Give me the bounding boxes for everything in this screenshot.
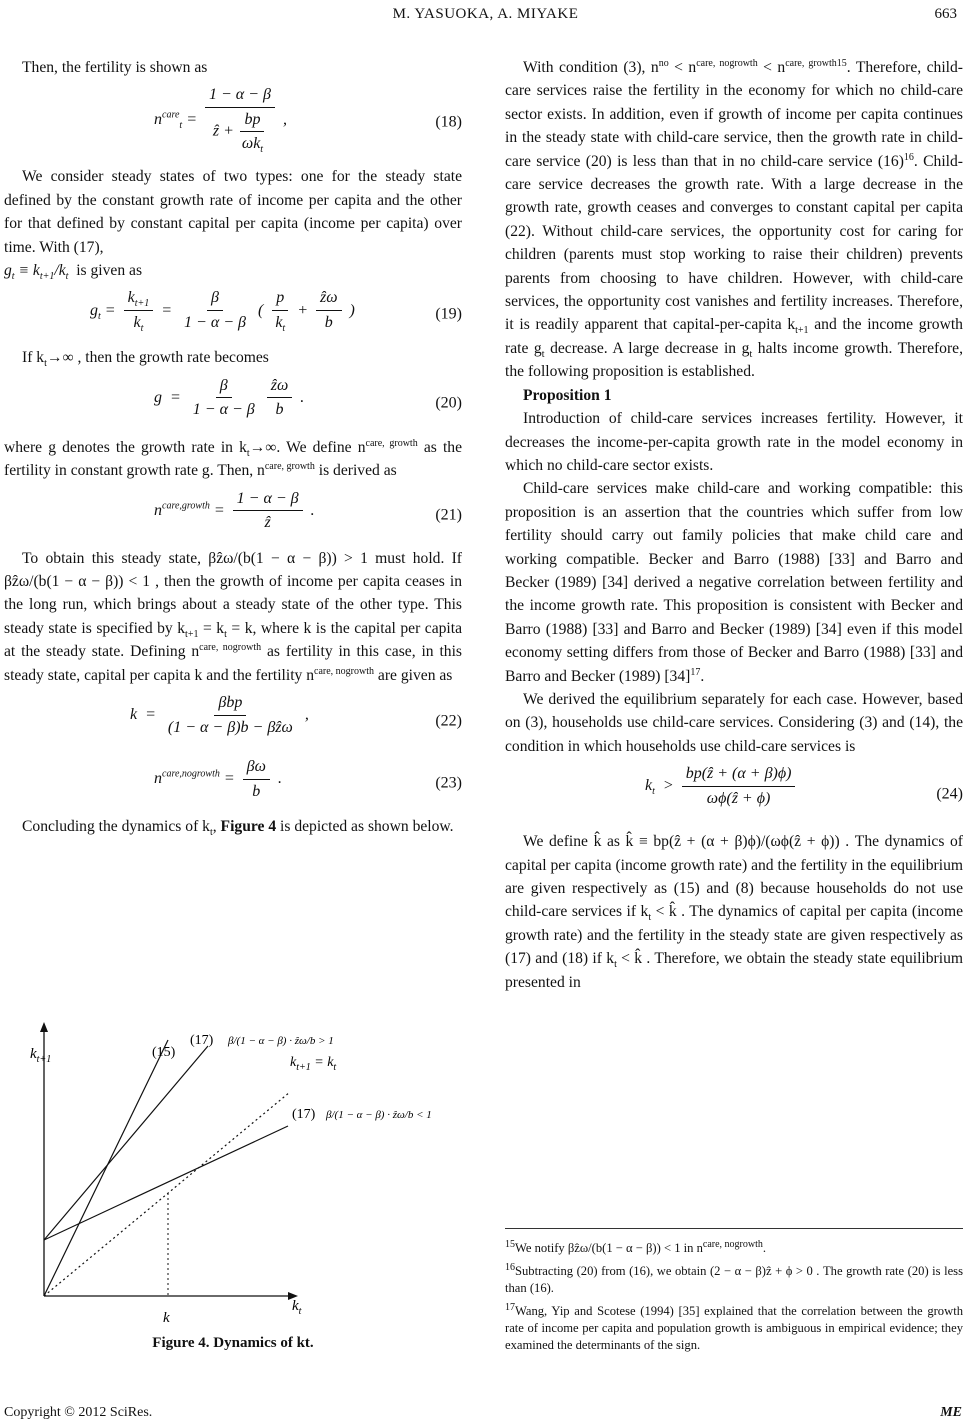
equation-number: (21) <box>435 505 462 523</box>
footnotes <box>505 1240 963 1360</box>
equation-number: (23) <box>435 774 462 792</box>
right-column <box>505 56 963 994</box>
y-axis-label: $k_{t+1}$ <box>30 1046 52 1065</box>
figure-caption: Figure 4. Dynamics of kt. <box>152 1335 314 1351</box>
equation-number: (24) <box>936 785 963 803</box>
proposition-title: Proposition 1 <box>523 386 612 404</box>
footnote-15: $^{15}$We notify βẑω/(b(1 − α − β)) < 1 in $n^{care, nogrowth}$. <box>505 1238 767 1255</box>
paragraph: $g_t \equiv k_{t+1}/k_t$ is given as <box>4 262 143 283</box>
k-label: k <box>163 1310 170 1326</box>
paragraph: Child-care services make child-care and working compatible: this proposition is an assertion that the countries which suffer from low fertility should carry out family policies that make child care and working compatible. Becker and Barro (1988) [33] and Barro and Becker (1989) [34] derived a negative correlation between fertility and the income growth rate. This proposition is consistent with Becker and Barro (1988) [33] and Barro and Becker (1989) [34] even if this model economy setting differs from those of Becker and Barro (1988) [33] and Barro and Becker (1989) $[34]^{17}$. <box>505 480 963 685</box>
figure-4-diagram <box>20 1008 440 1328</box>
equation-19: $g_t$ = $\frac{k_{t+1}}{k_t}$ = $\frac{\beta}{1 - \alpha - \beta}$ ( $\frac{p}{k_t}$ + $\frac{\text{ẑω}}{b}$ ) (19) <box>4 286 462 342</box>
y-axis-arrow <box>40 1022 48 1032</box>
paragraph: We derived the equilibrium separately for each case. However, based on (3), households use child-care services. Considering (3) and (14), the condition in which households use child-care services is <box>505 690 963 755</box>
equation-number: (20) <box>435 394 462 412</box>
footnote-17: $^{17}$Wang, Yip and Scotese (1994) [35] explained that the correlation between the growth rate of income per capita and population growth is ambiguous in empirical evidence; they examined the determinants of the sign. <box>505 1301 963 1352</box>
paragraph: We consider steady states of two types: one for the steady state defined by the constant growth rate of income per capita and the other for that defined by constant capital per capita (income per capita) over time. With (17), <box>4 168 462 256</box>
equation-number: (22) <box>435 712 462 730</box>
paragraph: Then, the fertility is shown as <box>22 59 208 76</box>
line-17-upper-label: (17) <box>190 1033 214 1048</box>
line-17-upper-condition: β/(1 − α − β) · ẑω/b > 1 <box>228 1035 334 1047</box>
line-17-lower <box>44 1126 288 1240</box>
equation-number: (19) <box>435 305 462 323</box>
equation-20: g = $\frac{\beta}{1 - \alpha - \beta}$ $\frac{\text{ẑω}}{b}$ . (20) <box>4 374 462 432</box>
line-17-upper <box>44 1046 208 1240</box>
paragraph: Concluding the dynamics of $k_t$, Figure 4 is depicted as shown below. <box>22 818 454 839</box>
paragraph: where g denotes the growth rate in $k_t\to\infty$. We define $n^{care, growth}$ as the fertility in constant growth rate g. Then, $n^{care, growth}$ is derived as <box>4 437 462 480</box>
page-number: 663 <box>934 6 957 22</box>
journal-abbrev: ME <box>940 1405 962 1420</box>
footnote-divider <box>505 1228 963 1229</box>
line-15-label: (15) <box>152 1045 176 1060</box>
left-column <box>4 56 462 839</box>
running-title: M. YASUOKA, A. MIYAKE <box>392 6 579 22</box>
equation-22: k = $\frac{\text{βbp}}{\text{(1 − α − β)b − βẑω}}$ , (22) <box>4 691 462 751</box>
equation-23: $n^{care,nogrowth}$ = $\frac{\beta\omega}{b}$ . (23) <box>4 755 462 811</box>
copyright: Copyright © 2012 SciRes. <box>4 1405 153 1420</box>
equation-21: $n^{care,growth}$ = $\frac{1 - \alpha - \beta}{\text{ẑ}}$ . (21) <box>4 487 462 543</box>
paragraph: If $k_t\to\infty$ , then the growth rate becomes <box>22 349 269 370</box>
equation-18: $n^{care}_t$ = 1 − α − β ẑ + $\frac{bp}{\omega k_t}$ , (18) <box>4 83 462 161</box>
line-17-lower-label: (17) <box>292 1107 316 1122</box>
paragraph: To obtain this steady state, βẑω/(b(1 − α − β)) > 1 must hold. If βẑω/(b(1 − α − β)) < 1 , then the growth of income per capita ceases in the long run, which brings about a steady state of the other type. This steady state is specified by $k_{t+1} = k_t = k$, where k is the capital per capita at the steady state. Defining $n^{care, nogrowth}$ as fertility in this case, in this steady state, capital per capita k and the fertility $n^{care, nogrowth}$ are given as <box>4 549 462 684</box>
line-15 <box>44 1040 168 1296</box>
line-45-label: $k_{t+1} = k_t$ <box>290 1055 337 1073</box>
paragraph: We define k̂ as k̂ ≡ bp(ẑ + (α + β)ϕ)/(ωϕ(ẑ + ϕ)) . The dynamics of capital per capita (income growth rate) and the fertility in the equilibrium are given respectively as (15) and (8) because households do not use child-care services if $k_t$ < k̂ . The dynamics of capital per capita (income growth rate) and the fertility in the steady state are given respectively as (17) and (18) if $k_t$ < k̂ . Therefore, we obtain the steady state equilibrium presented in <box>505 833 964 991</box>
line-45-degree <box>44 1092 290 1296</box>
x-axis-label: $k_t$ <box>292 1298 302 1317</box>
equation-number: (18) <box>435 113 462 131</box>
proposition-text: Introduction of child-care services increases fertility. However, it decreases the income-per-capita growth rate in the model economy in which no child-care sector exists. <box>505 410 963 474</box>
footnote-16: $^{16}$Subtracting (20) from (16), we obtain (2 − α − β)ẑ + ϕ > 0 . The growth rate (20) is less than (16). <box>505 1261 963 1295</box>
paragraph: With condition (3), $n^{no} < n^{care, nogrowth} < n^{care, growth15}$. Therefore, child-care services raise the fertility in the economy for which no child-care sector exists. In addition, even if growth of income per capita continues in the steady state with child-care service, then the growth rate in child-care service (20) is less than that in no child-care service $(16)^{16}$. Child-care service decreases the growth rate. With a large decrease in the growth rate, growth ceases and converges to constant capital per capita (22). Without child-care services, the opportunity cost for caring for children (parents must stop working to raise their children) prevents parents from choosing to have children. However, with child-care services, the opportunity cost vanishes and fertility increases. Therefore, it is readily apparent that capital-per-capita $k_{t+1}$ and the income growth rate $g_t$ decrease. A large decrease in $g_t$ halts income growth. Therefore, the following proposition is established. <box>505 57 964 381</box>
line-17-lower-condition: β/(1 − α − β) · ẑω/b < 1 <box>326 1109 432 1121</box>
equation-24: $k_t$ > $\frac{\text{bp(ẑ + (α + β)ϕ)}}{\text{ωϕ(ẑ + ϕ)}}$ (24) <box>505 762 963 826</box>
